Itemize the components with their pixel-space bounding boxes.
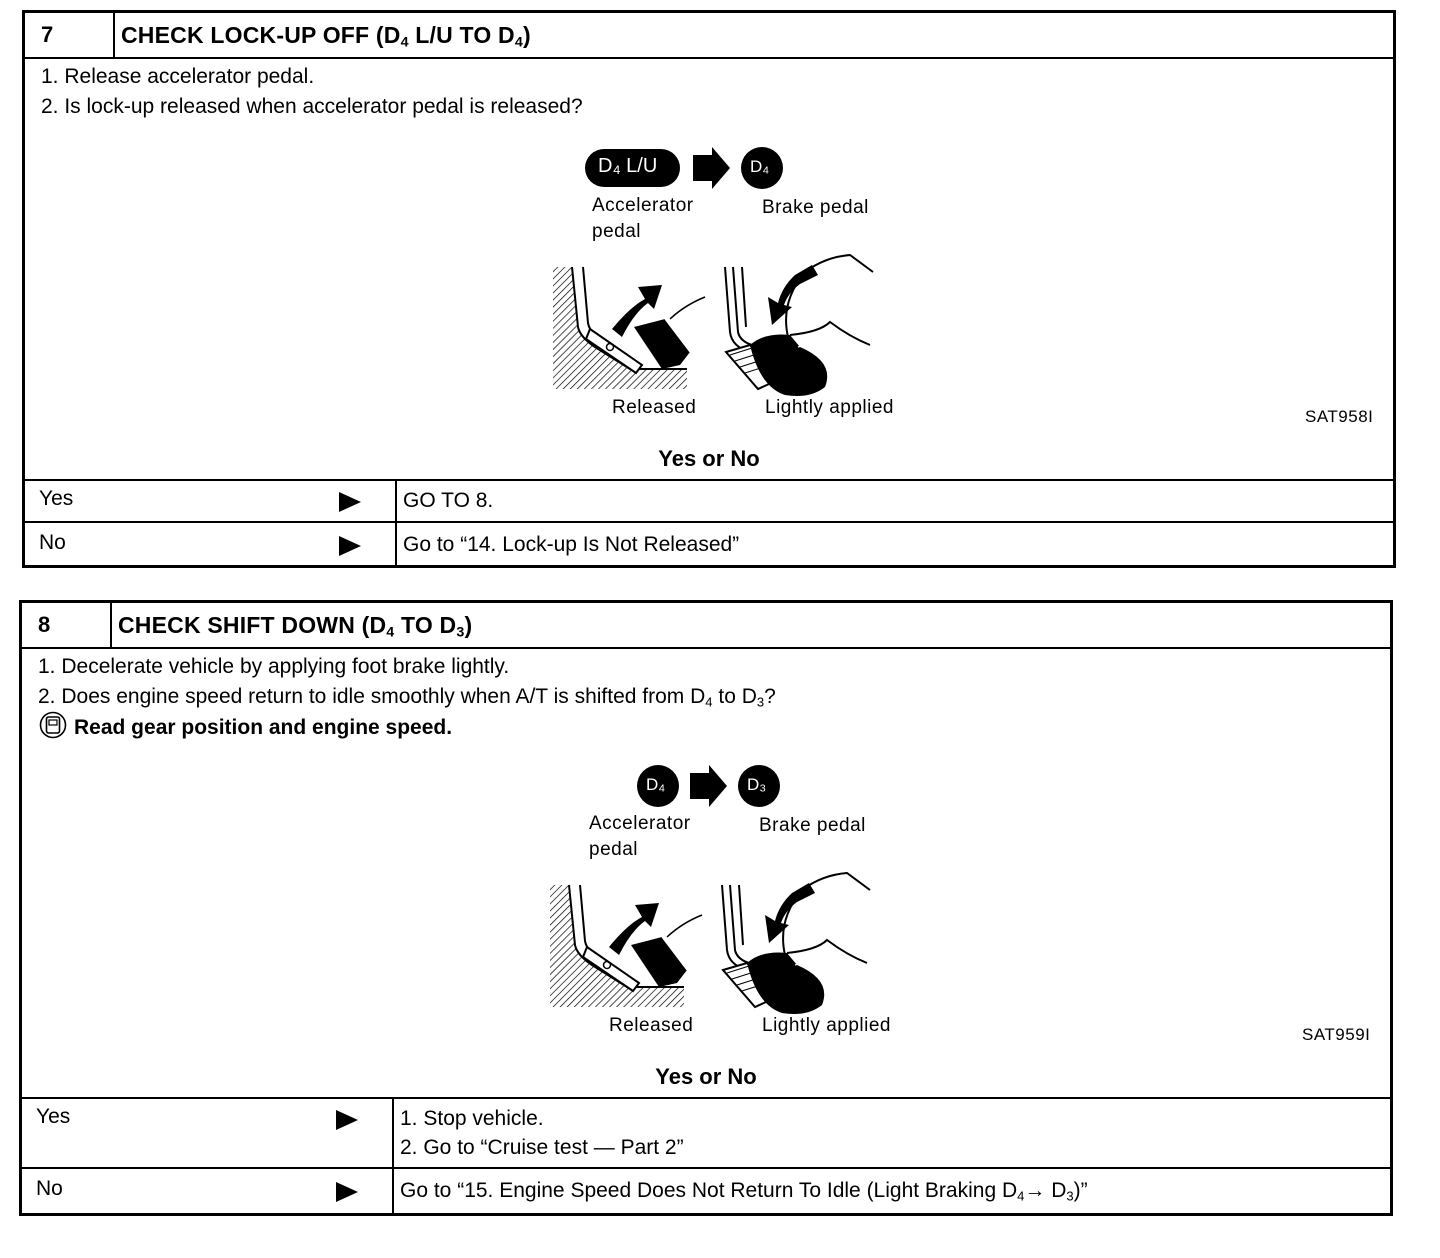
lightly-applied-label: Lightly applied xyxy=(762,1015,891,1036)
figure-code: SAT958I xyxy=(1305,407,1374,426)
to-gear-badge: D₄ xyxy=(750,157,770,176)
step-8-header xyxy=(22,603,1390,649)
no-action: Go to “14. Lock-up Is Not Released” xyxy=(403,533,740,556)
step-8-instruction-3 xyxy=(38,711,452,743)
right-triangle-arrow-icon xyxy=(334,1180,360,1204)
right-triangle-arrow-icon xyxy=(337,534,363,558)
consult-instruction: Read gear position and engine speed. xyxy=(74,716,453,739)
brake-pedal-label: Brake pedal xyxy=(762,197,869,218)
pedal-illustration xyxy=(550,147,890,437)
press-arrow-icon xyxy=(768,265,818,325)
yes-action-1: 1. Stop vehicle. xyxy=(400,1107,544,1130)
consult-tester-icon xyxy=(38,711,68,739)
no-row xyxy=(25,521,1393,567)
step-8-number: 8 xyxy=(22,603,112,647)
shift-arrow-icon xyxy=(693,147,730,189)
right-triangle-arrow-icon xyxy=(334,1108,360,1132)
figure-code: SAT959I xyxy=(1302,1025,1371,1044)
released-label: Released xyxy=(609,1015,694,1036)
step-7-header xyxy=(25,13,1393,59)
yes-row xyxy=(22,1097,1390,1169)
pedal-illustration xyxy=(547,765,887,1055)
lightly-applied-label: Lightly applied xyxy=(765,397,894,418)
accelerator-label-1: Accelerator xyxy=(592,195,694,216)
yes-action: GO TO 8. xyxy=(403,489,494,512)
no-action: Go to “15. Engine Speed Does Not Return To Idle (Light Braking $D_4\to D_3$)” xyxy=(400,1179,1088,1204)
accelerator-label-2: pedal xyxy=(589,839,638,860)
step-8-figure xyxy=(547,765,891,1065)
yes-or-no-question: Yes or No xyxy=(658,446,760,471)
no-label: No xyxy=(36,1177,63,1200)
no-label: No xyxy=(39,531,66,554)
brake-pedal-label: Brake pedal xyxy=(759,815,866,836)
press-arrow-icon xyxy=(765,883,815,943)
accelerator-label-1: Accelerator xyxy=(589,813,691,834)
step-7-instruction-1: 1. Release accelerator pedal. xyxy=(41,65,315,88)
no-row xyxy=(22,1167,1390,1215)
step-7-instruction-2: 2. Is lock-up released when accelerator pedal is released? xyxy=(41,95,583,118)
step-8-instruction-1: 1. Decelerate vehicle by applying foot brake lightly. xyxy=(38,655,510,678)
released-label: Released xyxy=(612,397,697,418)
yes-action-2: 2. Go to “Cruise test — Part 2” xyxy=(400,1136,684,1159)
yes-row xyxy=(25,479,1393,523)
step-7-figure xyxy=(550,147,894,447)
accelerator-label-2: pedal xyxy=(592,221,641,242)
shift-arrow-icon xyxy=(690,765,727,807)
step-8-title: CHECK SHIFT DOWN ($D_4$ TO $D_3$) xyxy=(118,612,473,641)
step-8-instruction-2: 2. Does engine speed return to idle smoothly when A/T is shifted from $D_4$ to $D_3$? xyxy=(38,685,776,710)
yes-or-no-question: Yes or No xyxy=(655,1064,757,1089)
step-7-panel xyxy=(22,10,1396,568)
step-7-title: CHECK LOCK-UP OFF ($D_4$ L/U TO $D_4$) xyxy=(121,22,531,51)
yes-label: Yes xyxy=(36,1105,71,1128)
yes-label: Yes xyxy=(39,487,74,510)
from-gear-badge: D₄ xyxy=(646,775,666,794)
from-gear-badge: D₄ L/U xyxy=(598,155,658,177)
step-8-panel xyxy=(19,600,1393,1216)
step-7-number: 7 xyxy=(25,13,115,57)
right-triangle-arrow-icon xyxy=(337,490,363,514)
to-gear-badge: D₃ xyxy=(747,775,767,794)
